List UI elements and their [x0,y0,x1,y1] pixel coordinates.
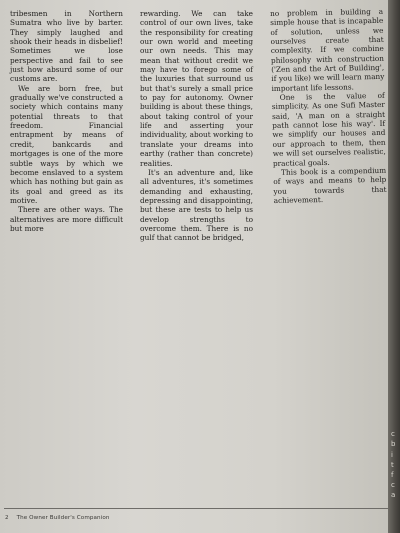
paragraph: It's an adventure and, like all adventures, it's sometimes demanding and exhausting, depressing and disappointing, but these are tests to help us develop strengths to overcome them. There is no gulf that cannot be bridged, [140,167,253,243]
edge-letter: b [391,440,396,448]
text-column-1 [10,9,123,233]
edge-letter: c [391,430,395,438]
page-number: 2 [5,515,9,521]
paragraph: tribesmen in Northern Sumatra who live by barter. They simply laughed and shook their heads in disbelief! Sometimes we lose perspective and fail to see just how absurd some of our customs are. [10,9,123,84]
book-title: The Owner Builder's Companion [16,515,110,521]
edge-letter: t [391,461,394,469]
paragraph: There are other ways. The alternatives are more difficult but more [10,205,123,233]
footer-rule [4,508,388,509]
page-footer [5,515,110,521]
edge-letter: c [391,481,395,489]
text-column-2 [140,9,253,243]
edge-letter: i [391,451,393,459]
paragraph: no problem in building a simple house that is incapable of solution, unless we ourselves create that complexity. If we combine philosophy with construction ('Zen and the Art of Building', if you like) we will learn many important life lessons. [270,6,385,93]
paragraph: We are born free, but gradually we've constructed a society which contains many potential threats to that freedom. Financial entrapment by means of credit, bankcards and mortgages is one of the more subtle ways by which we become enslaved to a system which has nothing but gain as its goal and greed as its motive. [10,83,123,205]
paragraph: rewarding. We can take control of our own lives, take the responsibility for creating our own world and meeting our own needs. This may mean that without credit we may have to forego some of the luxuries that surround us but that's surely a small price to pay for autonomy. Owner building is about these things, about taking control of your life and asserting your individuality, about working to translate your dreams into earthy (rather than concrete) realities. [140,9,253,168]
edge-letter: f [391,471,394,479]
next-page-edge [388,0,400,533]
text-column-3 [270,7,387,205]
edge-letter: a [391,491,396,499]
paragraph: One is the value of simplicity. As one Sufi Master said, 'A man on a straight path cannot lose his way'. If we simplify our houses and our approach to them, then we will set ourselves realistic, practical goals. [271,90,386,168]
paragraph: This book is a compendium of ways and means to help you towards that achievement. [273,165,387,205]
